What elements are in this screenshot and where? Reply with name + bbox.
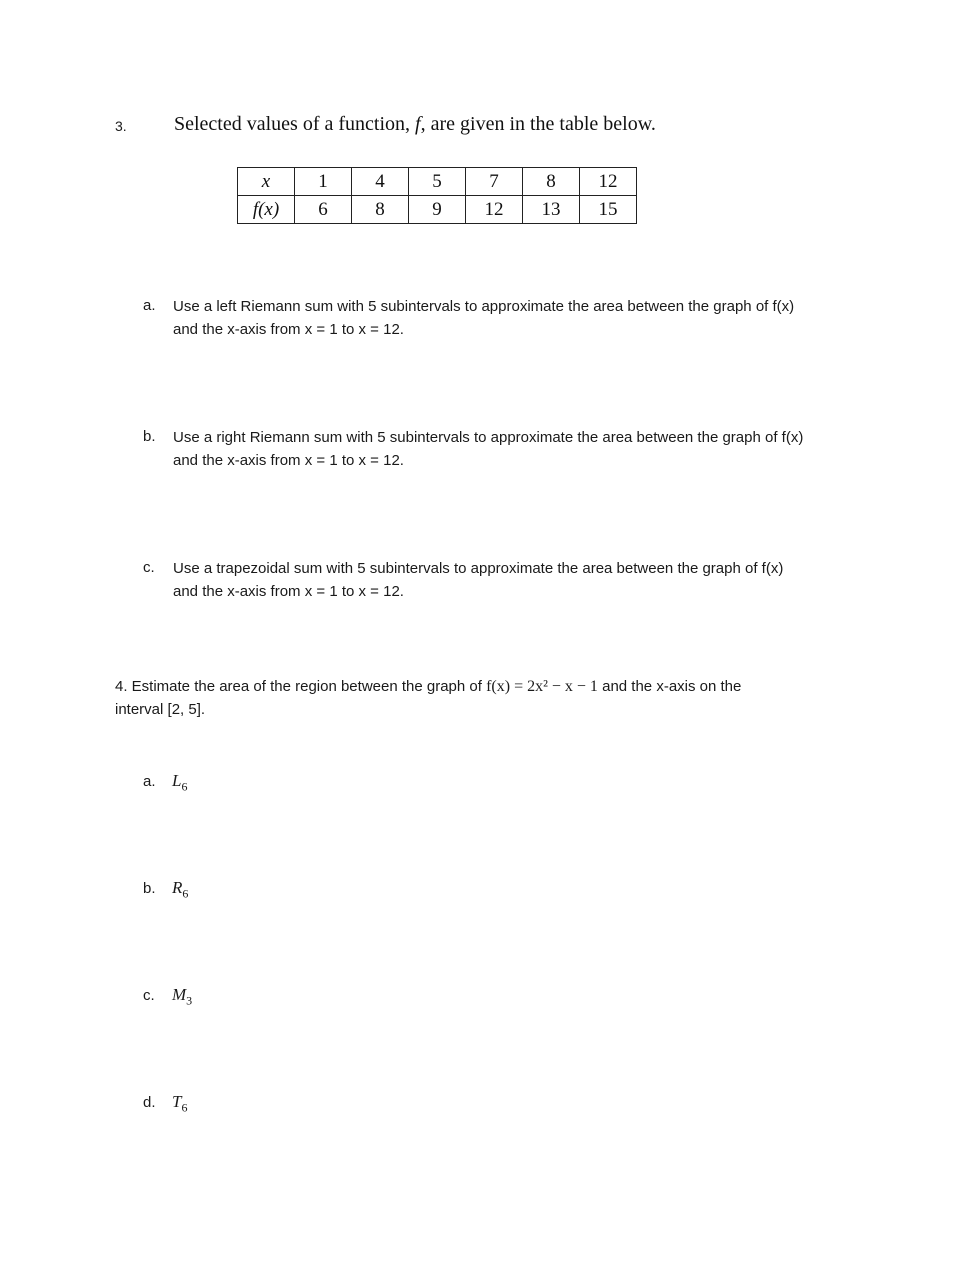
title-function-name: f xyxy=(415,113,421,135)
part-4a-label: a. xyxy=(143,773,156,790)
part-4c-symbol xyxy=(172,985,192,1008)
part-3b-text xyxy=(173,426,893,472)
table-header-fx: f(x) xyxy=(238,196,295,224)
part-4b-label: b. xyxy=(143,880,156,897)
part-3b-line1: Use a right Riemann sum with 5 subintervals to approximate the area between the graph of f(x) xyxy=(173,429,804,446)
table-cell-x: 8 xyxy=(523,168,580,196)
intro-text-after: and the x-axis on the xyxy=(597,678,742,695)
symbol-letter: M xyxy=(172,985,187,1004)
values-table xyxy=(237,167,637,224)
part-4a-symbol xyxy=(172,771,187,794)
title-text-before: Selected values of a function, xyxy=(174,113,416,135)
part-3c-text xyxy=(173,557,893,603)
table-cell-fx: 8 xyxy=(352,196,409,224)
table-row-x xyxy=(238,168,637,196)
function-expression: f(x) = 2x² − x − 1 xyxy=(486,678,598,695)
symbol-letter: T xyxy=(172,1092,182,1111)
table-cell-x: 4 xyxy=(352,168,409,196)
symbol-subscript: 6 xyxy=(181,1100,188,1115)
part-3a-label: a. xyxy=(143,297,156,314)
part-3b-line2: and the x-axis from x = 1 to x = 12. xyxy=(173,452,404,469)
table-cell-fx: 13 xyxy=(523,196,580,224)
problem-4-line1 xyxy=(115,675,875,698)
symbol-letter: R xyxy=(172,878,183,897)
problem-4-line2: interval [2, 5]. xyxy=(115,701,206,718)
part-3c-label: c. xyxy=(143,559,155,576)
title-text-after: , are given in the table below. xyxy=(420,113,656,135)
table-cell-x: 7 xyxy=(466,168,523,196)
symbol-subscript: 6 xyxy=(182,886,189,901)
part-3a-text xyxy=(173,295,893,341)
table-cell-fx: 6 xyxy=(295,196,352,224)
table-cell-x: 5 xyxy=(409,168,466,196)
part-4d-label: d. xyxy=(143,1094,156,1111)
part-3b-label: b. xyxy=(143,428,156,445)
problem-3-number: 3. xyxy=(115,118,127,134)
table-cell-fx: 12 xyxy=(466,196,523,224)
table-cell-fx: 15 xyxy=(580,196,637,224)
part-4c-label: c. xyxy=(143,987,155,1004)
table-cell-fx: 9 xyxy=(409,196,466,224)
problem-3-title xyxy=(174,113,656,136)
part-3a-line2: and the x-axis from x = 1 to x = 12. xyxy=(173,321,404,338)
symbol-subscript: 3 xyxy=(186,993,193,1008)
problem-4-intro xyxy=(115,675,875,721)
part-3c-line2: and the x-axis from x = 1 to x = 12. xyxy=(173,583,404,600)
table-row-fx xyxy=(238,196,637,224)
intro-text-before: 4. Estimate the area of the region between the graph of xyxy=(115,678,487,695)
table-header-x: x xyxy=(238,168,295,196)
part-4d-symbol xyxy=(172,1092,187,1115)
part-3c-line1: Use a trapezoidal sum with 5 subintervals to approximate the area between the graph of f(x) xyxy=(173,560,784,577)
table-cell-x: 12 xyxy=(580,168,637,196)
part-3a-line1: Use a left Riemann sum with 5 subintervals to approximate the area between the graph of f(x) xyxy=(173,298,795,315)
symbol-letter: L xyxy=(172,771,182,790)
table-cell-x: 1 xyxy=(295,168,352,196)
symbol-subscript: 6 xyxy=(181,779,188,794)
part-4b-symbol xyxy=(172,878,188,901)
